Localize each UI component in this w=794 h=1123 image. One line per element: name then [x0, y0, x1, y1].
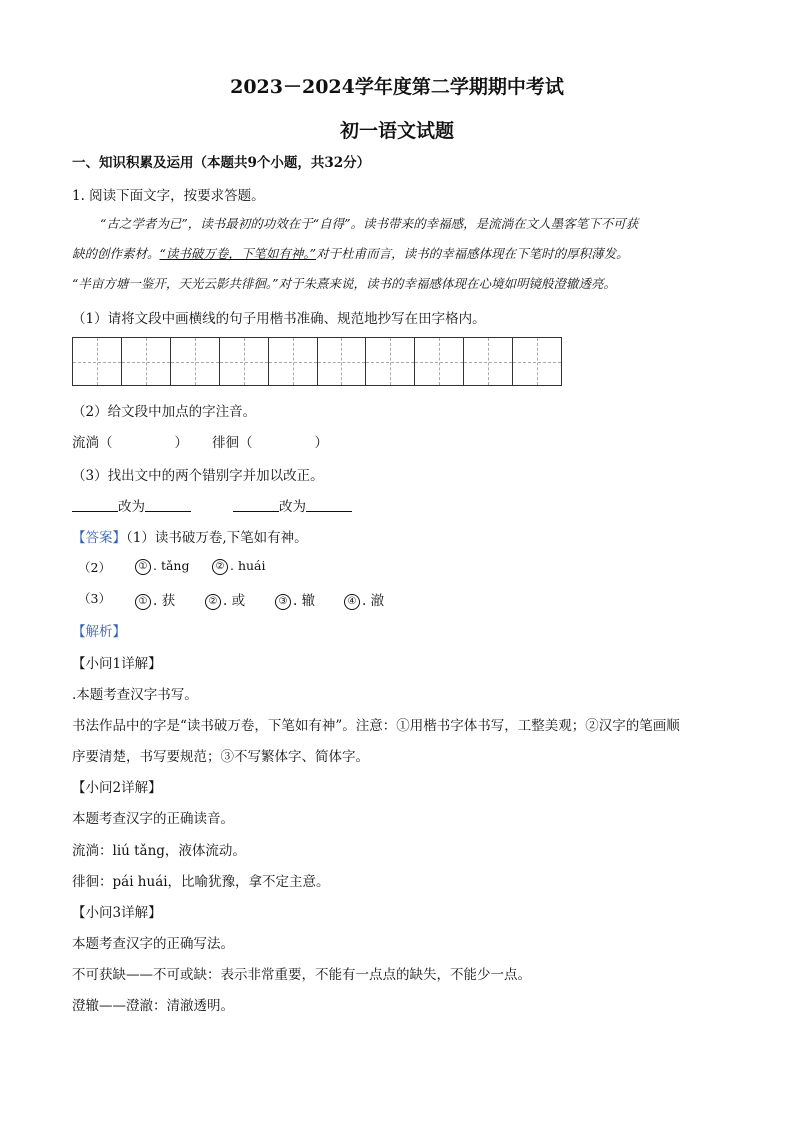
detail-1-line-3: 序要清楚，书写要规范；③不写繁体字、简体字。 — [72, 749, 369, 765]
exam-subtitle: 初一语文试题 — [339, 120, 454, 142]
grid-cell[interactable] — [464, 338, 513, 385]
circle-number-4: ④ — [344, 594, 360, 610]
answer-2-item-1 — [135, 558, 189, 575]
grid-cell[interactable] — [513, 338, 561, 385]
pinyin-label-2: 徘徊（ — [212, 435, 253, 451]
answer-1: （1）读书破万卷,下笔如有神。 — [126, 530, 308, 546]
passage-line-1: “古之学者为已”，读书最初的功效在于“自得”。读书带来的幸福感，是流淌在文人墨客笔下不可获 — [100, 216, 639, 231]
correction-line-1[interactable] — [72, 495, 191, 515]
correction-label-1: 改为 — [118, 499, 145, 515]
answer-3-item-3 — [275, 589, 315, 610]
grid-cell[interactable] — [269, 338, 318, 385]
correction-line-2[interactable] — [233, 495, 352, 515]
grid-cell[interactable] — [122, 338, 171, 385]
answer-2-label: （2） — [78, 560, 111, 575]
circle-number-3: ③ — [275, 594, 291, 610]
pinyin-blank-2[interactable] — [212, 431, 328, 451]
answer-blank[interactable] — [306, 499, 352, 512]
grid-cell[interactable] — [220, 338, 269, 385]
detail-1-line-1: .本题考查汉字书写。 — [72, 687, 198, 703]
passage-line-2-post: 对于杜甫而言，读书的幸福感体现在下笔时的厚积薄发。 — [316, 246, 629, 261]
circle-number-2: ② — [212, 559, 228, 575]
detail-2-line-3: 徘徊：pái huái，比喻犹豫，拿不定主意。 — [72, 874, 330, 890]
tianzige-grid[interactable] — [72, 337, 562, 386]
sub-question-2: （2）给文段中加点的字注音。 — [72, 404, 257, 420]
answer-blank[interactable] — [233, 499, 279, 512]
passage-line-3: “半亩方塘一鉴开，天光云影共徘徊。”对于朱熹来说，读书的幸福感体现在心境如明镜般澄辙透亮。 — [72, 276, 617, 291]
answer-3-item-2-text: . 或 — [223, 593, 246, 609]
circle-number-1: ① — [135, 594, 151, 610]
detail-3-line-2: 不可获缺——不可或缺：表示非常重要，不能有一点点的缺失，不能少一点。 — [72, 967, 531, 983]
detail-heading-1: 【小问1详解】 — [72, 656, 162, 672]
answer-3-label: （3） — [78, 591, 111, 606]
answer-2-item-2 — [212, 558, 266, 575]
answer-blank[interactable] — [145, 499, 191, 512]
circle-number-2: ② — [205, 594, 221, 610]
answer-3-item-1 — [135, 589, 175, 610]
question-prompt: 1. 阅读下面文字，按要求答题。 — [72, 188, 265, 204]
detail-2-line-1: 本题考查汉字的正确读音。 — [72, 811, 234, 827]
answer-2-item-2-text: . huái — [230, 558, 266, 573]
sub-question-3: （3）找出文中的两个错别字并加以改正。 — [72, 468, 324, 484]
passage-line-2-pre: 缺的创作素材。 — [72, 246, 160, 261]
underlined-sentence: “读书破万卷，下笔如有神。” — [159, 246, 317, 261]
analysis-tag: 【解析】 — [72, 624, 126, 640]
detail-heading-3: 【小问3详解】 — [72, 905, 162, 921]
detail-1-line-2: 书法作品中的字是“读书破万卷，下笔如有神”。注意：①用楷书字体书写，工整美观；②汉字的笔画顺 — [72, 718, 680, 734]
pinyin-blank-1[interactable] — [72, 431, 188, 451]
sub-question-1: （1）请将文段中画横线的句子用楷书准确、规范地抄写在田字格内。 — [72, 311, 486, 327]
answer-3-item-1-text: . 获 — [153, 593, 176, 609]
pinyin-label-1: 流淌（ — [72, 435, 113, 451]
grid-cell[interactable] — [318, 338, 367, 385]
detail-3-line-1: 本题考查汉字的正确写法。 — [72, 936, 234, 952]
answer-line-1 — [72, 526, 308, 546]
grid-cell[interactable] — [415, 338, 464, 385]
answer-blank[interactable] — [72, 499, 118, 512]
detail-heading-2: 【小问2详解】 — [72, 780, 162, 796]
grid-cell[interactable] — [73, 338, 122, 385]
passage-line-2 — [72, 244, 629, 262]
answer-tag: 【答案】 — [72, 530, 126, 546]
circle-number-1: ① — [135, 559, 151, 575]
pinyin-close-1: ） — [174, 435, 188, 451]
grid-cell[interactable] — [366, 338, 415, 385]
grid-cell[interactable] — [171, 338, 220, 385]
answer-2-item-1-text: . tǎng — [153, 558, 190, 573]
detail-3-line-3: 澄辙——澄澈：清澈透明。 — [72, 998, 234, 1014]
answer-3-item-4 — [344, 589, 384, 610]
answer-3-item-4-text: . 澈 — [362, 593, 385, 609]
correction-label-2: 改为 — [279, 499, 306, 515]
answer-3-item-2 — [205, 589, 245, 610]
section-heading: 一、知识积累及运用（本题共9个小题，共32分） — [72, 155, 371, 171]
exam-title: 2023－2024学年度第二学期期中考试 — [230, 76, 564, 98]
answer-3-item-3-text: . 辙 — [293, 593, 316, 609]
detail-2-line-2: 流淌：liú tǎng，液体流动。 — [72, 843, 246, 859]
pinyin-close-2: ） — [314, 435, 328, 451]
